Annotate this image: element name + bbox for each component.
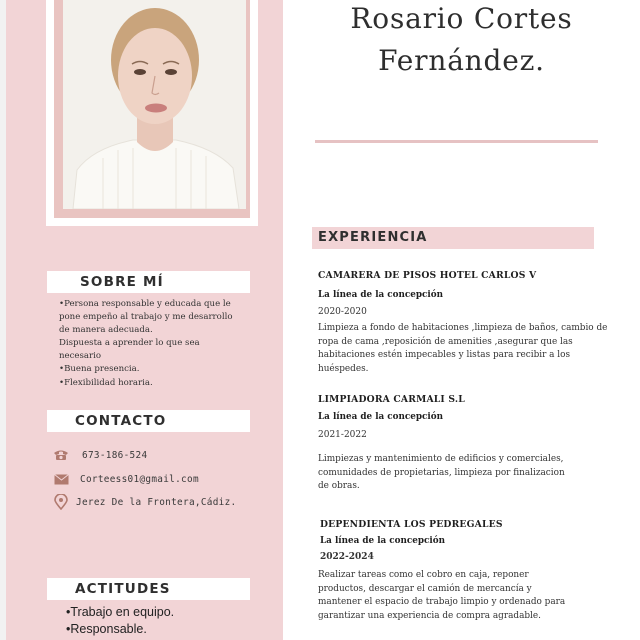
attitudes-list bbox=[66, 604, 174, 638]
job-description-line: comunidades de propietarias, limpieza por finalizacion bbox=[318, 467, 565, 478]
about-heading: SOBRE MÍ bbox=[47, 271, 250, 293]
contact-email bbox=[52, 470, 272, 488]
phone-icon bbox=[52, 446, 70, 464]
job-description bbox=[318, 453, 565, 494]
job-description-line: ropa de cama ,reposición de amenities ,asegurar que las bbox=[318, 336, 573, 347]
about-line: Dispuesta a aprender lo que sea bbox=[59, 338, 200, 349]
about-line: •Buena presencia. bbox=[59, 364, 140, 375]
profile-photo bbox=[63, 0, 246, 209]
job-description-line: habitaciones estén impecables y listas para recibir a los bbox=[318, 350, 571, 361]
job-description-line: garantizar una experiencia de compra agradable. bbox=[318, 610, 541, 621]
job-dates: 2022-2024 bbox=[320, 552, 374, 562]
job-description-line: mantener el espacio de trabajo limpio y ordenado para bbox=[318, 597, 566, 608]
name-line-2: Fernández. bbox=[378, 44, 545, 77]
contact-phone bbox=[52, 446, 272, 464]
job-title: DEPENDIENTA LOS PEDREGALES bbox=[320, 519, 503, 530]
job-description-line: productos, descargar el camión de mercancía y bbox=[318, 583, 532, 594]
contact-location bbox=[52, 493, 272, 511]
job-description-line: de obras. bbox=[318, 481, 360, 492]
job-description-line: Limpieza a fondo de habitaciones ,limpieza de baños, cambio de bbox=[318, 323, 608, 333]
name-line-1: Rosario Cortes bbox=[350, 2, 573, 35]
job-title: CAMARERA DE PISOS HOTEL CARLOS V bbox=[318, 270, 537, 281]
about-line: pone empeño al trabajo y me desarrollo bbox=[59, 312, 233, 323]
job-description bbox=[318, 569, 565, 623]
location-pin-icon bbox=[52, 493, 70, 511]
job-location: La línea de la concepción bbox=[320, 536, 445, 546]
contact-heading: CONTACTO bbox=[47, 410, 250, 432]
name-divider bbox=[315, 140, 598, 143]
phone-number[interactable]: 673-186-524 bbox=[82, 449, 148, 461]
job-location: La línea de la concepción bbox=[318, 412, 443, 422]
about-line: necesario bbox=[59, 351, 102, 362]
job-dates: 2021-2022 bbox=[318, 430, 367, 440]
attitude-item: •Trabajo en equipo. bbox=[66, 605, 175, 619]
job-title: LIMPIADORA CARMALI S.L bbox=[318, 394, 465, 405]
mail-icon bbox=[52, 470, 70, 488]
about-text bbox=[59, 298, 259, 390]
about-line: •Flexibilidad horaria. bbox=[59, 377, 153, 388]
attitudes-heading: ACTITUDES bbox=[47, 578, 250, 600]
about-line: •Persona responsable y educada que le bbox=[59, 299, 231, 309]
job-description-line: Realizar tareas como el cobro en caja, reponer bbox=[318, 570, 529, 580]
experience-heading: EXPERIENCIA bbox=[312, 227, 594, 249]
location-text: Jerez De la Frontera,Cádiz. bbox=[76, 496, 237, 508]
profile-photo-illustration bbox=[63, 0, 246, 209]
job-location: La línea de la concepción bbox=[318, 290, 443, 300]
email-address[interactable]: Corteess01@gmail.com bbox=[80, 473, 199, 485]
job-description-line: huéspedes. bbox=[318, 363, 369, 374]
job-dates: 2020-2020 bbox=[318, 307, 367, 317]
attitude-item: •Responsable. bbox=[66, 622, 147, 636]
job-description-line: Limpiezas y mantenimiento de edificios y comerciales, bbox=[318, 454, 564, 464]
job-description bbox=[318, 322, 607, 376]
about-line: de manera adecuada. bbox=[59, 325, 153, 336]
